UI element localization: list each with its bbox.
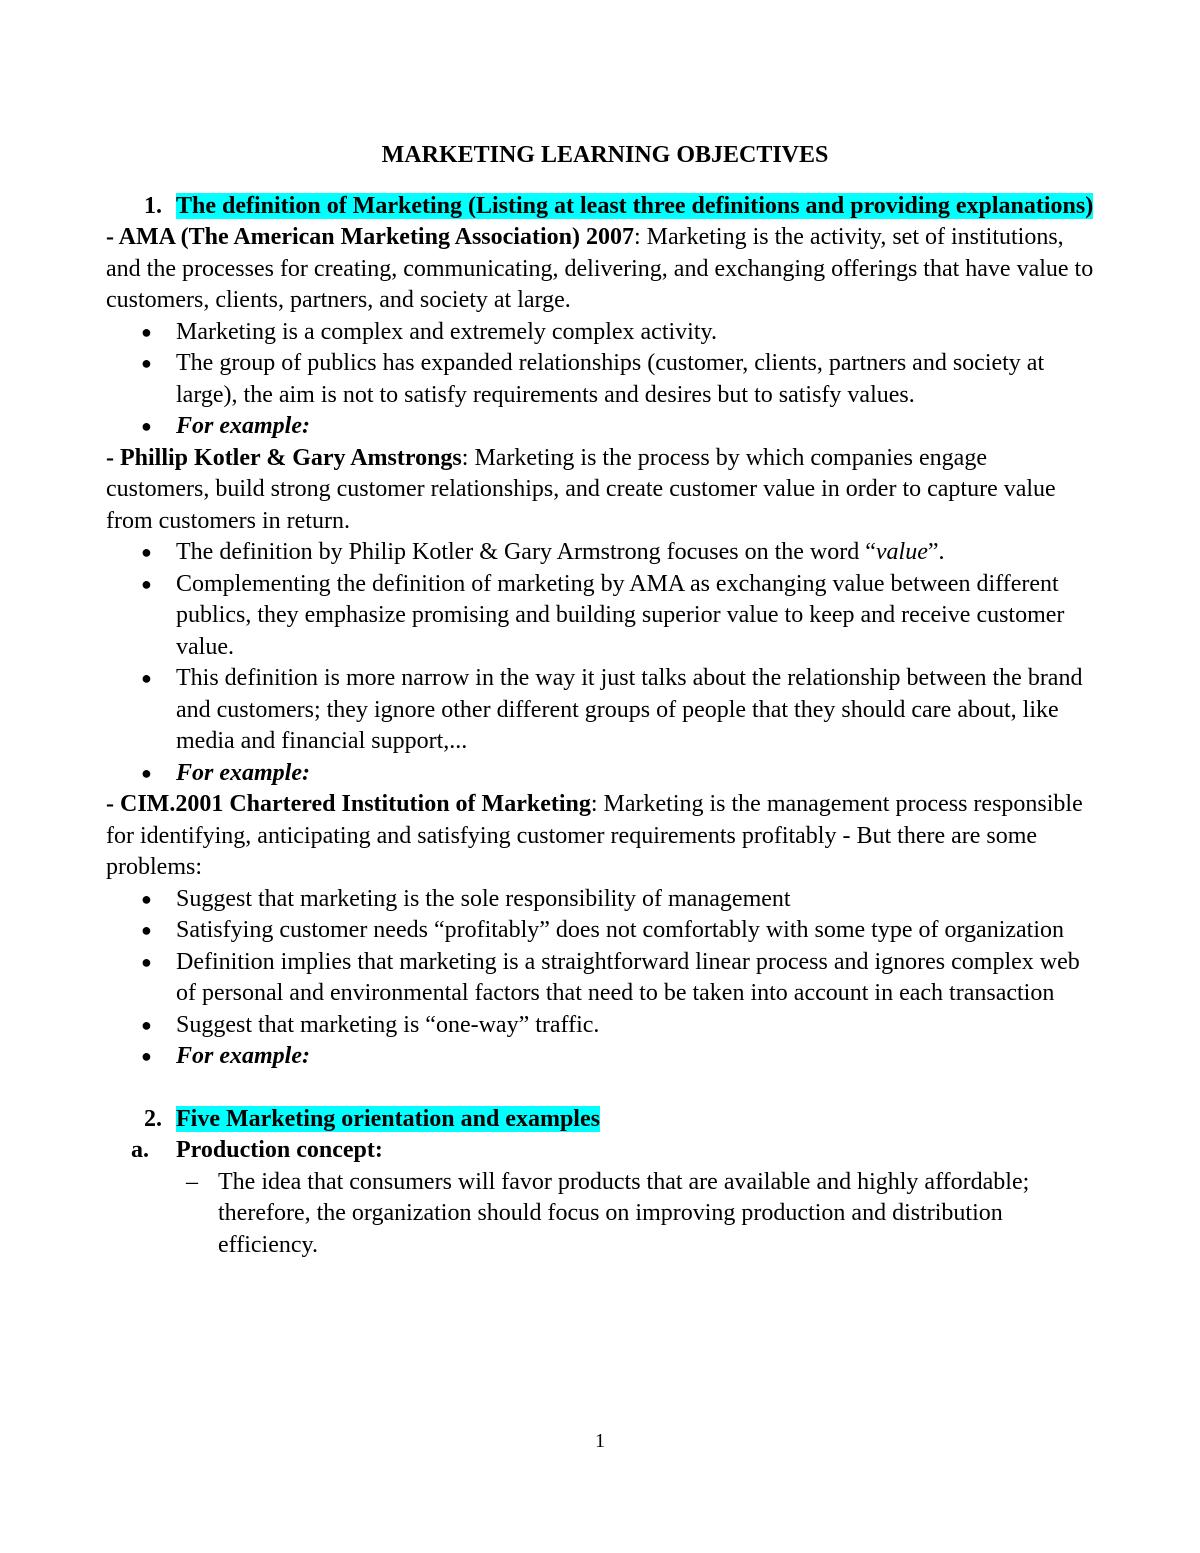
bullet-icon: ● xyxy=(141,920,152,940)
section-1-number: 1. xyxy=(144,192,162,219)
section-1-heading-text: The definition of Marketing (Listing at least three definitions and providing explanations) xyxy=(176,192,1094,219)
bullet-icon: ● xyxy=(141,951,152,972)
list-item: ● Suggest that marketing is the sole responsibility of management xyxy=(106,884,1096,916)
subsection-a-label: a. xyxy=(131,1137,149,1163)
bullet-icon: ● xyxy=(141,573,152,594)
bullet-icon: ● xyxy=(141,321,152,342)
example-item: ● For example: xyxy=(106,758,1096,790)
document-body xyxy=(106,140,1096,1261)
bullet-icon: ● xyxy=(141,762,152,783)
subsection-a-heading xyxy=(106,1135,1096,1167)
subsection-a-heading-text: Production concept: xyxy=(176,1137,383,1163)
definition-kotler-text: : Marketing is the process by which companies engage customers, build strong customer relationships, and create customer value in order to capture value from customers in return. xyxy=(106,444,1056,534)
definition-cim-text: : Marketing is the management process responsible for identifying, anticipating and satisfying customer requirements profitably - But there are some problems: xyxy=(106,791,1083,880)
definition-cim xyxy=(106,789,1096,884)
example-item: ● For example: xyxy=(106,411,1096,443)
section-2-heading xyxy=(106,1104,1096,1136)
dash-icon: – xyxy=(186,1168,198,1195)
definition-ama-lead: - AMA (The American Marketing Association) 2007 xyxy=(106,224,634,250)
document-title: MARKETING LEARNING OBJECTIVES xyxy=(381,142,829,168)
list-item: ● This definition is more narrow in the way it just talks about the relationship between the brand and customers; they ignore other different groups of people that they should care about, like media and financial support,... xyxy=(141,665,1083,754)
definition-ama-bullets xyxy=(106,317,1096,443)
list-item: – The idea that consumers will favor products that are available and highly affordable; therefore, the organization should focus on improving production and distribution efficiency. xyxy=(186,1168,1030,1258)
page-number: 1 xyxy=(595,1430,605,1452)
list-item: ● Marketing is a complex and extremely complex activity. xyxy=(106,317,1096,349)
bullet-icon: ● xyxy=(141,542,152,562)
section-2-number: 2. xyxy=(144,1105,162,1132)
list-item: ● Definition implies that marketing is a straightforward linear process and ignores complex web of personal and environmental factors that need to be taken into account in each transaction xyxy=(141,948,1080,1006)
section-2-heading-text: Five Marketing orientation and examples xyxy=(176,1105,600,1132)
list-item: ● The group of publics has expanded relationships (customer, clients, partners and society at large), the aim is not to satisfy requirements and desires but to satisfy values. xyxy=(141,350,1045,408)
bullet-icon: ● xyxy=(141,1046,152,1066)
definition-kotler-bullets xyxy=(106,537,1096,789)
bullet-icon: ● xyxy=(141,1014,152,1035)
bullet-icon: ● xyxy=(141,416,152,436)
section-1-heading xyxy=(106,191,1096,223)
example-item: ● For example: xyxy=(106,1041,1096,1073)
value-word: value xyxy=(875,539,928,565)
production-concept-list xyxy=(106,1167,1096,1262)
spacer xyxy=(106,1073,1096,1104)
list-item: ● Satisfying customer needs “profitably” does not comfortably with some type of organization xyxy=(106,915,1096,947)
bullet-icon: ● xyxy=(141,668,152,688)
definition-kotler xyxy=(106,443,1096,538)
bullet-icon: ● xyxy=(141,353,152,373)
list-item: ● Complementing the definition of marketing by AMA as exchanging value between different publics, they emphasize promising and building superior value to keep and receive customer value. xyxy=(141,570,1065,660)
list-item: ● The definition by Philip Kotler & Gary Armstrong focuses on the word “value”. xyxy=(106,537,1096,569)
bullet-icon: ● xyxy=(141,888,152,909)
definition-cim-lead: - CIM.2001 Chartered Institution of Marketing xyxy=(106,791,591,817)
definition-ama-text: : Marketing is the activity, set of institutions, and the processes for creating, communicating, delivering, and exchanging offerings that have value to customers, clients, partners, and society at large. xyxy=(106,224,1094,313)
definition-cim-bullets xyxy=(106,884,1096,1073)
list-item: ● Suggest that marketing is “one-way” traffic. xyxy=(106,1010,1096,1042)
definition-kotler-lead: - Phillip Kotler & Gary Amstrongs xyxy=(106,444,462,471)
definition-ama xyxy=(106,222,1096,317)
